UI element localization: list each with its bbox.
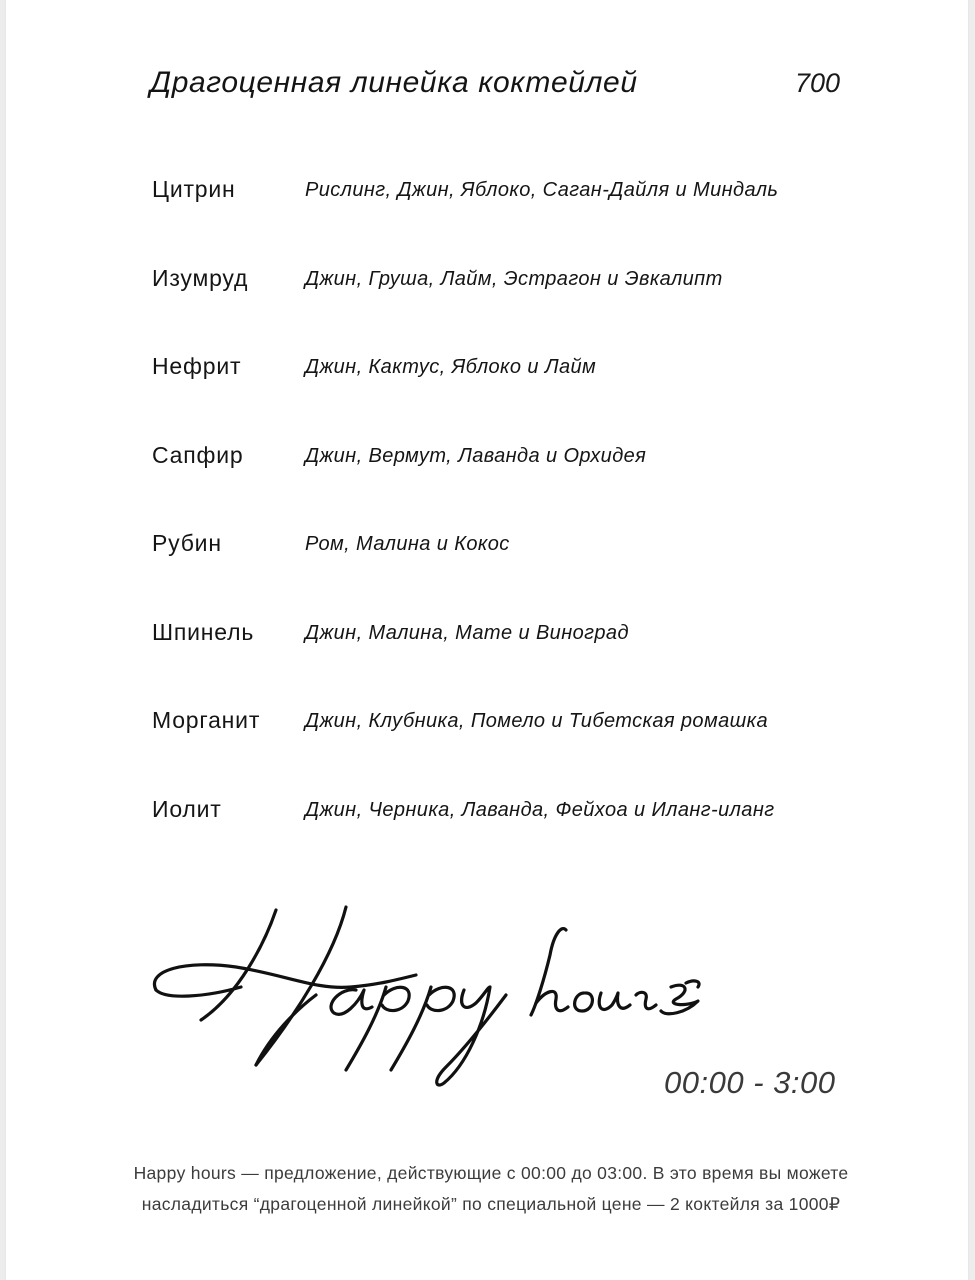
cocktail-ingredients: Джин, Клубника, Помело и Тибетская ромашка [305, 710, 768, 732]
happy-hours-note [96, 1158, 886, 1220]
list-item [150, 436, 870, 525]
cocktail-ingredients: Джин, Кактус, Яблоко и Лайм [305, 356, 597, 378]
menu-page [6, 0, 968, 1280]
note-line-2: насладиться “драгоценной линейкой” по специальной цене — 2 коктейля за 1000₽ [141, 1194, 841, 1214]
price-label: 700 [795, 68, 841, 98]
cocktail-ingredients: Джин, Вермут, Лаванда и Орхидея [305, 444, 647, 467]
cocktail-name: Изумруд [152, 264, 249, 291]
cocktail-name: Сапфир [152, 441, 244, 468]
list-item [150, 347, 870, 436]
cocktail-name: Рубин [152, 530, 222, 556]
list-item [150, 790, 870, 879]
happy-hours-script [146, 895, 716, 1095]
cocktail-ingredients: Рислинг, Джин, Яблоко, Саган-Дайля и Миндаль [305, 179, 779, 201]
cocktail-ingredients: Джин, Черника, Лаванда, Фейхоа и Иланг-иланг [305, 798, 775, 821]
cocktail-ingredients: Ром, Малина и Кокос [305, 533, 510, 555]
cocktail-ingredients: Джин, Малина, Мате и Виноград [305, 621, 629, 644]
cocktail-name: Шпинель [152, 618, 255, 645]
note-line-1: Happy hours — предложение, действующие с 00:00 до 03:00. В это время вы можете [133, 1163, 849, 1183]
list-item [150, 701, 870, 790]
cocktail-list [150, 170, 870, 878]
cocktail-name: Нефрит [152, 353, 242, 379]
cocktail-ingredients: Джин, Груша, Лайм, Эстрагон и Эвкалипт [305, 267, 723, 290]
cocktail-name: Цитрин [152, 176, 236, 202]
cocktail-name: Иолит [152, 795, 222, 822]
list-item [150, 259, 870, 348]
cocktail-name: Морганит [152, 707, 261, 733]
happy-hours-time: 00:00 - 3:00 [664, 1065, 836, 1100]
list-item [150, 170, 870, 259]
page-title: Драгоценная линейка коктейлей [150, 66, 638, 99]
list-item [150, 613, 870, 702]
list-item [150, 524, 870, 613]
